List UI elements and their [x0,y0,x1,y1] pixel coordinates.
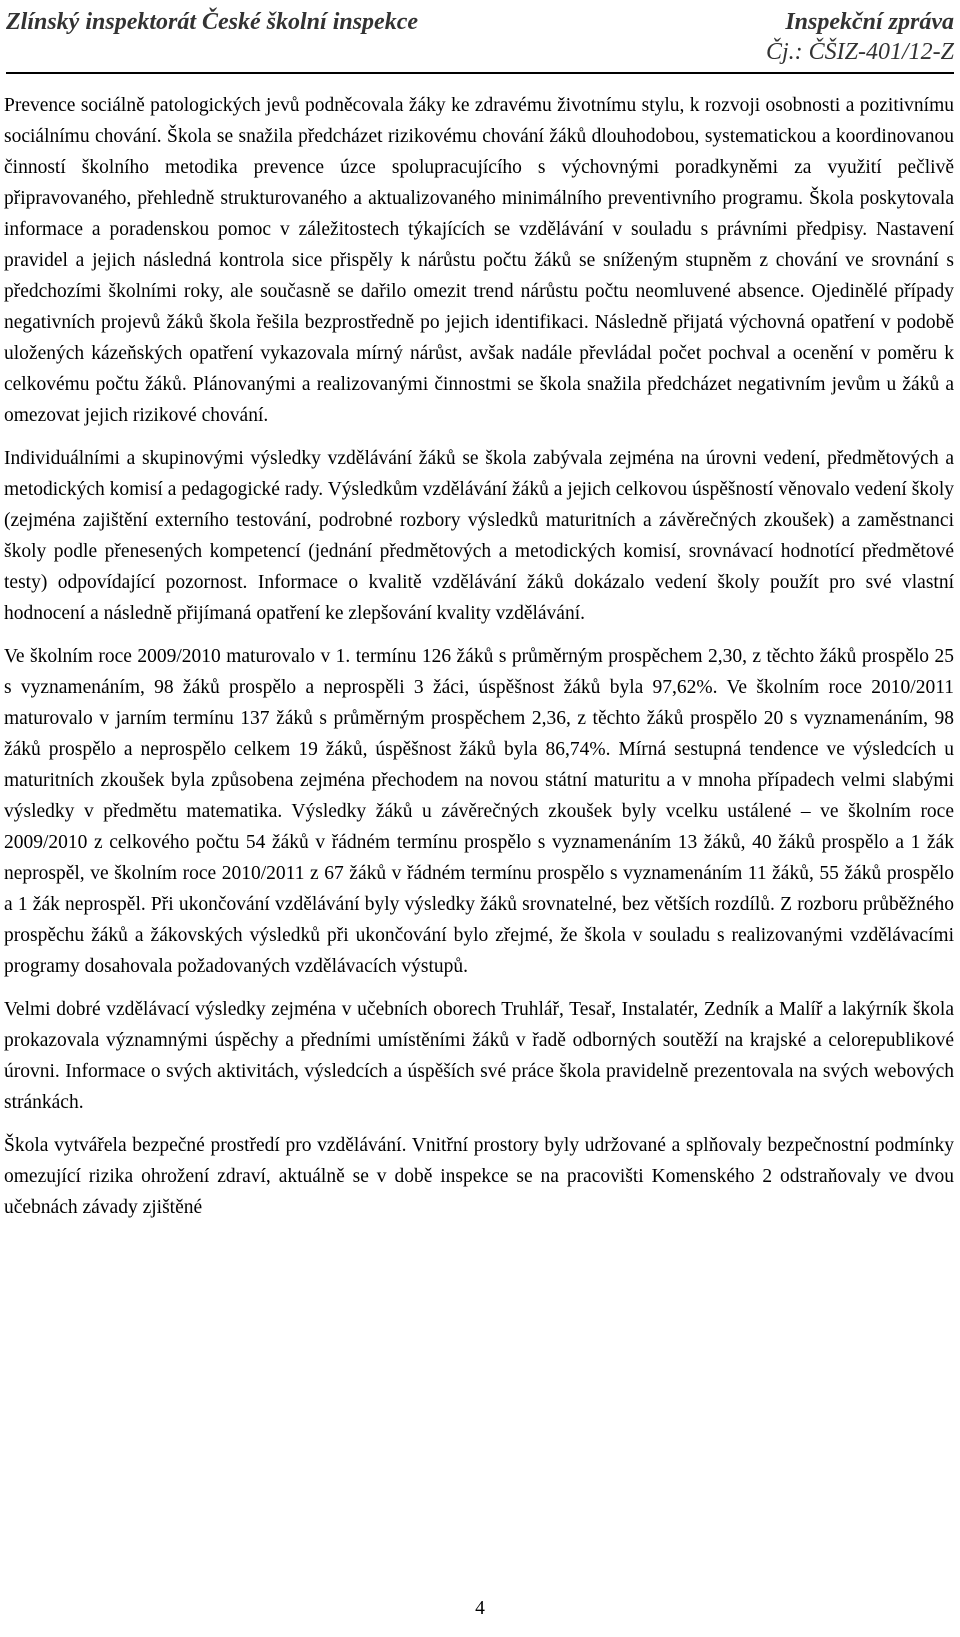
page-header [6,6,954,74]
paragraph-education-results: Individuálními a skupinovými výsledky vzdělávání žáků se škola zabývala zejména na úrovni vedení, předmětových a metodických komisí a pedagogické rady. Výsledkům vzdělávání žáků a jejich celkovou úspěšností věnovalo vedení školy (zejména zajištění externího testování, podrobné rozbory výsledků maturitních a závěrečných zkoušek) a zaměstnanci školy podle přenesených kompetencí (jednání předmětových a metodických komisí, srovnávací hodnotící předmětové testy) odpovídající pozornost. Informace o kvalitě vzdělávání žáků dokázalo vedení školy použít pro své vlastní hodnocení a následně přijímaná opatření ke zlepšování kvality vzdělávání. [4,448,954,624]
paragraph-prevention: Prevence sociálně patologických jevů podněcovala žáky ke zdravému životnímu stylu, k rozvoji osobnosti a pozitivnímu sociálnímu chování. Škola se snažila předcházet rizikovému chování žáků dlouhodobou, systematickou a koordinovanou činností školního metodika prevence úzce spolupracujícího s výchovnými poradkyněmi za využití pečlivě připravovaného, přehledně strukturovaného a aktualizovaného minimálního preventivního programu. Škola poskytovala informace a poradenskou pomoc v záležitostech týkajících se vzdělávání v souladu s právními předpisy. Nastavení pravidel a jejich následná kontrola sice přispěly k nárůstu počtu žáků se sníženým stupněm z chování ve srovnání s předchozími školními roky, ale současně se dařilo omezit trend nárůstu počtu neomluvené absence. Ojedinělé případy negativních projevů žáků škola řešila bezprostředně po jejich identifikaci. Následně přijatá výchovná opatření v podobě uložených kázeňských opatření vykazovala mírný nárůst, avšak nadále převládal počet pochval a ocenění v poměru k celkovému počtu žáků. Plánovanými a realizovanými činnostmi se škola snažila předcházet negativním jevům u žáků a omezovat jejich rizikové chování. [4,95,954,426]
report-body [4,90,954,1235]
header-reference-number: Čj.: ČŠIZ-401/12-Z [765,39,954,65]
paragraph-competitions: Velmi dobré vzdělávací výsledky zejména v učebních oborech Truhlář, Tesař, Instalatér, Zedník a Malíř a lakýrník škola prokazovala významnými úspěchy a předními umístěními žáků v řadě odborných soutěží na krajské a celorepublikové úrovni. Informace o svých aktivitách, výsledcích a úspěších své práce škola pravidelně prezentovala na svých webových stránkách. [4,999,954,1113]
header-inspectorate-title: Zlínský inspektorát České školní inspekce [6,9,419,35]
paragraph-safety: Škola vytvářela bezpečné prostředí pro vzdělávání. Vnitřní prostory byly udržované a splňovaly bezpečnostní podmínky omezující rizika ohrožení zdraví, aktuálně se v době inspekce se na pracovišti Komenského 2 odstraňovaly ve dvou učebnách závady zjištěné [4,1135,954,1218]
header-report-title: Inspekční zpráva [785,9,954,35]
paragraph-graduation-results: Ve školním roce 2009/2010 maturovalo v 1. termínu 126 žáků s průměrným prospěchem 2,30, z těchto žáků prospělo 25 s vyznamenáním, 98 žáků prospělo a neprospěli 3 žáci, úspěšnost žáků byla 97,62%. Ve školním roce 2010/2011 maturovalo v jarním termínu 137 žáků s průměrným prospěchem 2,36, z těchto žáků prospělo 20 s vyznamenáním, 98 žáků prospělo a neprospělo celkem 19 žáků, úspěšnost žáků byla 86,74%. Mírná sestupná tendence ve výsledcích u maturitních zkoušek byla způsobena zejména přechodem na novou státní maturitu a v mnoha případech velmi slabými výsledky v předmětu matematika. Výsledky žáků u závěrečných zkoušek byly vcelku ustálené – ve školním roce 2009/2010 z celkového počtu 54 žáků v řádném termínu prospělo s vyznamenáním 13 žáků, 40 žáků prospělo a 1 žák neprospěl, ve školním roce 2010/2011 z 67 žáků v řádném termínu prospělo s vyznamenáním 11 žáků, 55 žáků prospělo a 1 žák neprospěl. Při ukončování vzdělávání byly výsledky žáků srovnatelné, bez větších rozdílů. Z rozboru průběžného prospěchu žáků a žákovských výsledků při ukončování bylo zřejmé, že škola v souladu s realizovanými vzdělávacími programy dosahovala požadovaných vzdělávacích výstupů. [4,646,954,977]
page-number: 4 [475,1598,485,1619]
